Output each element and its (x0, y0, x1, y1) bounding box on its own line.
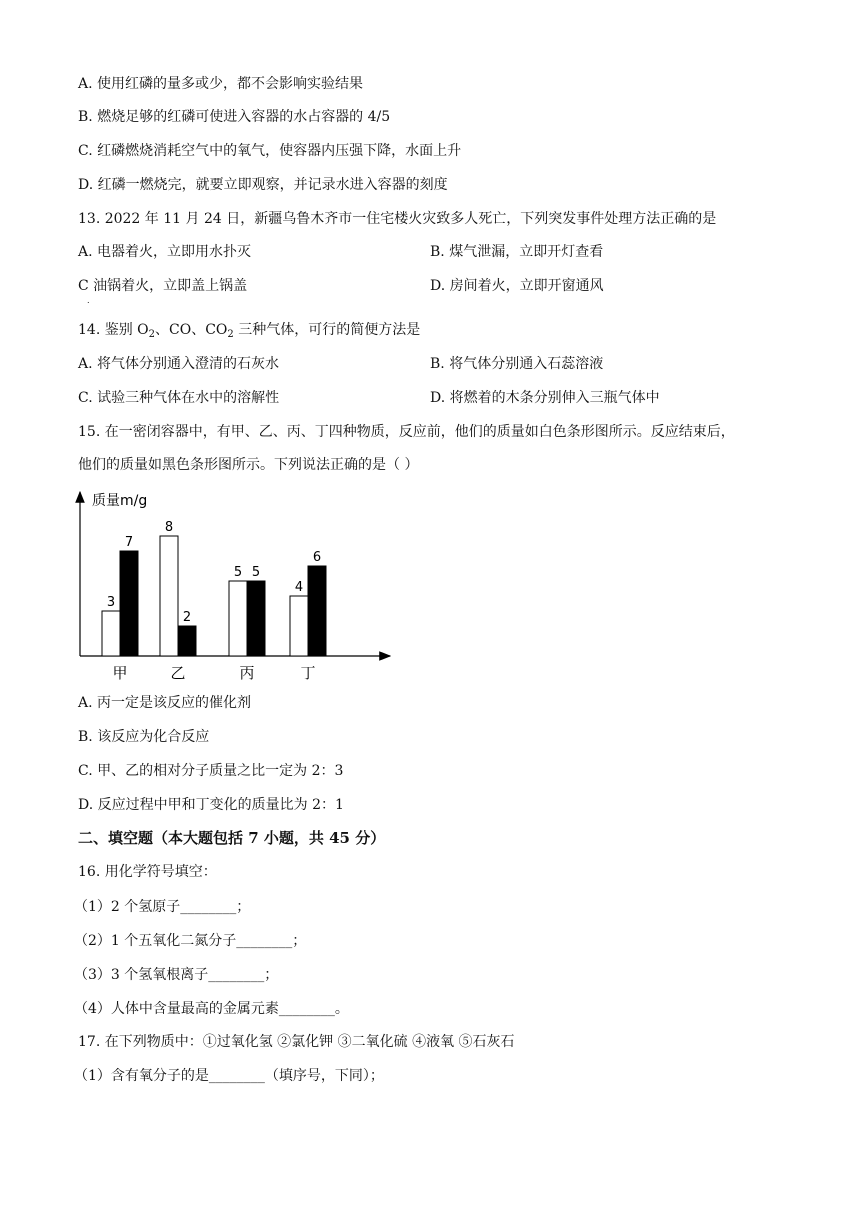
q13-option-b: B. 煤气泄漏，立即开灯查看 (430, 244, 604, 260)
q14-subscript-1: 2 (148, 329, 156, 340)
q14-option-c: C. 试验三种气体在水中的溶解性 (78, 390, 280, 406)
q12-option-c: C. 红磷燃烧消耗空气中的氧气，使容器内压强下降，水面上升 (78, 143, 462, 159)
category-label: 丙 (239, 664, 255, 682)
q16-item-4: （4）人体中含量最高的金属元素________。 (74, 1001, 349, 1017)
q13-stem: 13. 2022 年 11 月 24 日，新疆乌鲁木齐市一住宅楼火灾致多人死亡，下列突发事件处理方法正确的是 (78, 211, 717, 227)
section-2-title: 二、填空题（本大题包括 7 小题，共 45 分） (78, 829, 386, 847)
q15-option-b: B. 该反应为化合反应 (78, 729, 210, 745)
q17-stem: 17. 在下列物质中：①过氧化氢 ②氯化钾 ③二氧化硫 ④液氧 ⑤石灰石 (78, 1034, 515, 1050)
value-label: 4 (294, 580, 304, 595)
value-label: 8 (164, 520, 174, 535)
q14-subscript-2: 2 (227, 329, 234, 340)
bar-丙-after (247, 581, 265, 656)
q14-stem-prefix: 14. 鉴别 O (78, 322, 149, 338)
y-axis-label: 质量m/g (92, 493, 148, 509)
bar-甲-before (102, 611, 120, 656)
q12-option-b: B. 燃烧足够的红磷可使进入容器的水占容器的 4/5 (78, 109, 391, 125)
q14-stem-mid: 、CO、CO (155, 322, 228, 338)
bar-丁-before (290, 596, 308, 656)
stray-dot-mark: . (87, 296, 90, 305)
q12-option-d: D. 红磷一燃烧完，就要立即观察，并记录水进入容器的刻度 (78, 177, 448, 193)
q13-option-c: C 油锅着火，立即盖上锅盖 (78, 278, 248, 294)
bar-乙-after (178, 626, 196, 656)
value-label: 7 (124, 535, 134, 550)
value-label: 2 (182, 610, 192, 625)
q15-option-c: C. 甲、乙的相对分子质量之比一定为 2：3 (78, 763, 344, 779)
q14-option-d: D. 将燃着的木条分别伸入三瓶气体中 (430, 390, 660, 406)
q16-stem: 16. 用化学符号填空： (78, 864, 217, 880)
value-label: 6 (312, 550, 322, 565)
bars-group (102, 520, 326, 656)
q15-option-d: D. 反应过程中甲和丁变化的质量比为 2：1 (78, 797, 344, 813)
q16-item-3: （3）3 个氢氧根离子________； (74, 967, 279, 983)
q14-stem (78, 320, 420, 340)
q14-option-b: B. 将气体分别通入石蕊溶液 (430, 356, 604, 372)
q14-option-a: A. 将气体分别通入澄清的石灰水 (78, 356, 280, 372)
q15-option-a: A. 丙一定是该反应的催化剂 (78, 695, 252, 711)
bar-乙-before (160, 536, 178, 656)
value-label: 3 (106, 595, 116, 610)
q17-item-1: （1）含有氧分子的是________（填序号，下同）； (74, 1068, 384, 1084)
value-label: 5 (233, 565, 243, 580)
category-label: 甲 (112, 664, 128, 682)
category-labels-group (112, 664, 315, 682)
bar-甲-after (120, 551, 138, 656)
q15-stem-line2: 他们的质量如黑色条形图所示。下列说法正确的是（ ） (78, 457, 419, 473)
q13-option-a: A. 电器着火，立即用水扑灭 (78, 244, 252, 260)
mass-bar-chart (62, 482, 402, 682)
bar-丁-after (308, 566, 326, 656)
q12-option-a: A. 使用红磷的量多或少，都不会影响实验结果 (78, 76, 364, 92)
bar-丙-before (229, 581, 247, 656)
q16-item-2: （2）1 个五氧化二氮分子________； (74, 933, 307, 949)
q15-stem-line1: 15. 在一密闭容器中，有甲、乙、丙、丁四种物质，反应前，他们的质量如白色条形图所示。反应结束后， (78, 424, 735, 440)
category-label: 丁 (300, 664, 316, 682)
value-label: 5 (251, 565, 261, 580)
category-label: 乙 (170, 664, 186, 682)
q13-option-d: D. 房间着火，立即开窗通风 (430, 278, 604, 294)
q14-stem-suffix: 三种气体，可行的简便方法是 (233, 322, 421, 338)
q16-item-1: （1）2 个氢原子________； (74, 899, 251, 915)
